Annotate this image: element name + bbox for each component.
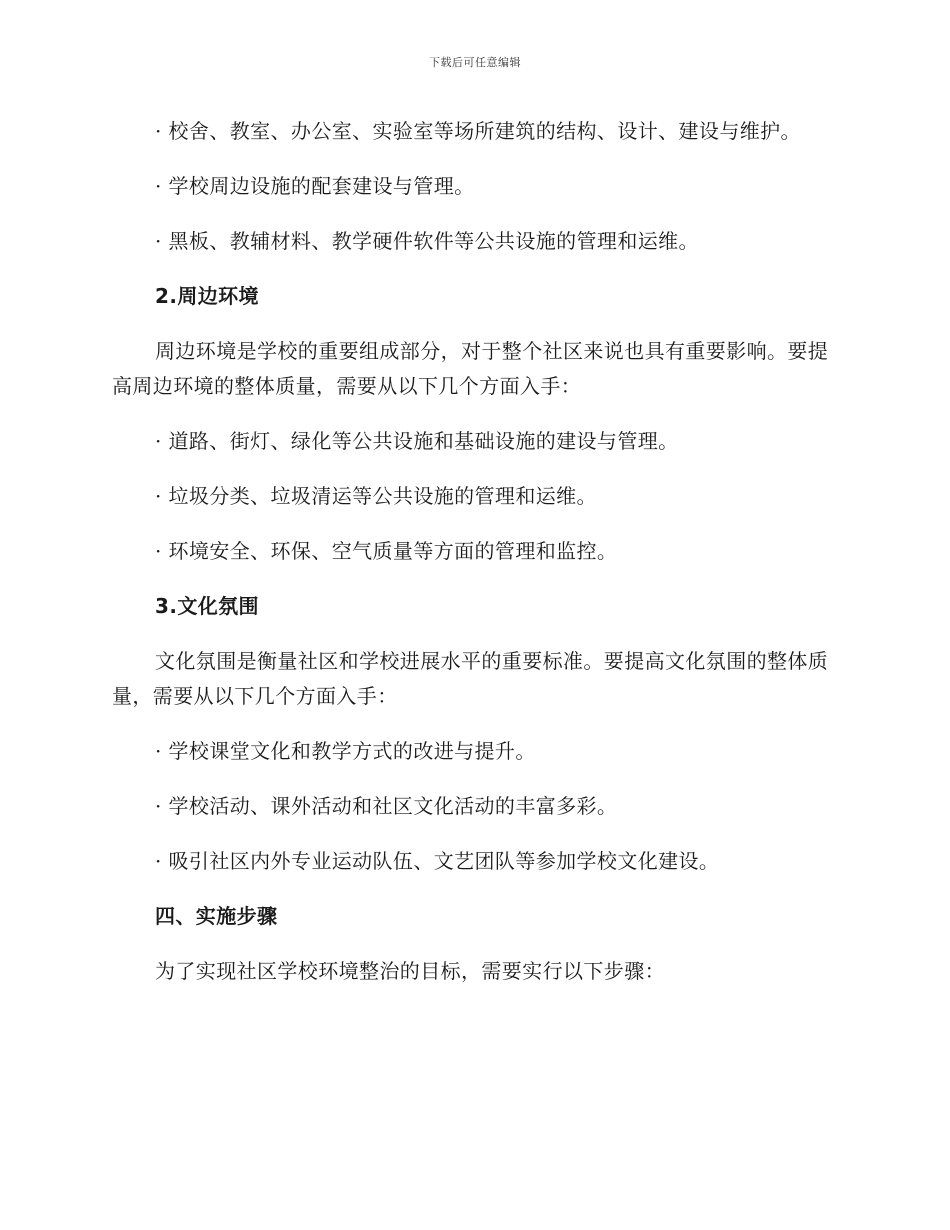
bullet-item: · 黑板、教辅材料、教学硬件软件等公共设施的管理和运维。 xyxy=(155,229,699,253)
section-heading: 2.周边环境 xyxy=(155,284,259,308)
section-heading: 四、实施步骤 xyxy=(155,904,278,928)
bullet-item: · 学校活动、课外活动和社区文化活动的丰富多彩。 xyxy=(155,794,618,818)
bullet-item: · 学校周边设施的配套建设与管理。 xyxy=(155,174,475,198)
page-header-note: 下载后可任意编辑 xyxy=(429,56,521,69)
bullet-item: · 道路、街灯、绿化等公共设施和基础设施的建设与管理。 xyxy=(155,429,679,453)
body-paragraph: 为了实现社区学校环境整治的目标，需要实行以下步骤： xyxy=(155,959,665,983)
bullet-item: · 吸引社区内外专业运动队伍、文艺团队等参加学校文化建设。 xyxy=(155,849,720,873)
bullet-item: · 垃圾分类、垃圾清运等公共设施的管理和运维。 xyxy=(155,484,597,508)
bullet-item: · 环境安全、环保、空气质量等方面的管理和监控。 xyxy=(155,539,618,563)
body-paragraph: 周边环境是学校的重要组成部分，对于整个社区来说也具有重要影响。要提高周边环境的整体质量，需要从以下几个方面入手： xyxy=(112,339,829,398)
section-heading: 3.文化氛围 xyxy=(155,594,259,618)
body-paragraph: 文化氛围是衡量社区和学校进展水平的重要标准。要提高文化氛围的整体质量，需要从以下几个方面入手： xyxy=(112,649,829,708)
document-body xyxy=(112,114,834,1009)
bullet-item: · 学校课堂文化和教学方式的改进与提升。 xyxy=(155,739,536,763)
bullet-item: · 校舍、教室、办公室、实验室等场所建筑的结构、设计、建设与维护。 xyxy=(155,119,801,143)
